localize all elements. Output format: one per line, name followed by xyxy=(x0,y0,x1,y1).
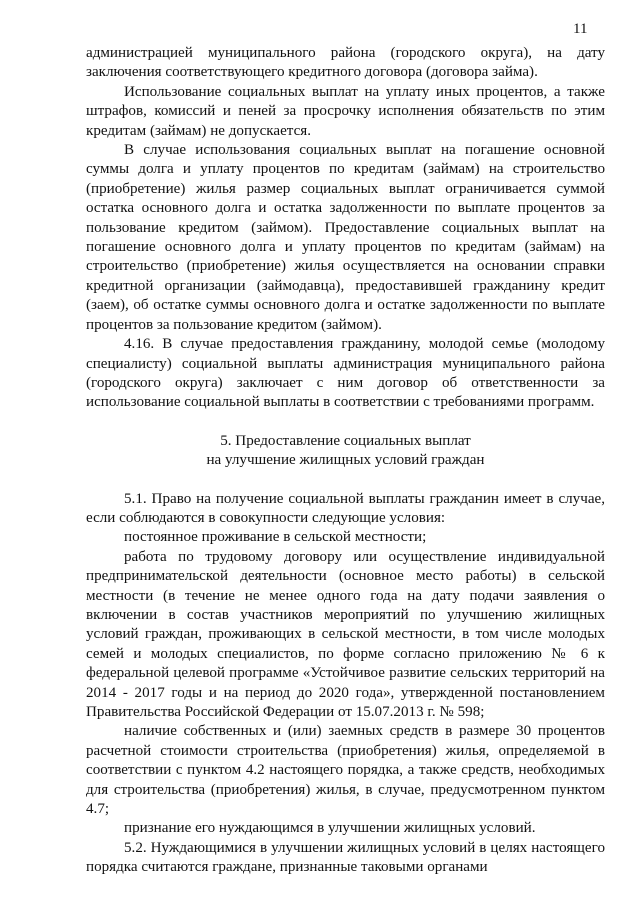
paragraph: постоянное проживание в сельской местности; xyxy=(124,529,427,546)
paragraphs-bottom xyxy=(86,490,605,878)
paragraph: Использование социальных выплат на уплату иных процентов, а также штрафов, комиссий и пеней за просрочку исполнения обязательств по этим кредитам (займам) не допускается. xyxy=(86,83,605,139)
section-heading-line-2: на улучшение жилищных условий граждан xyxy=(206,452,485,469)
document-body xyxy=(86,44,605,878)
paragraph: В случае использования социальных выплат на погашение основной суммы долга и уплату процентов по кредитам (займам) на строительство (приобретение) жилья размер социальных выплат ограничивается суммой остатка основного долга и остатка задолженности по выплате процентов за пользование кредитом (займом). Предоставление социальных выплат на погашение основного долга и уплату процентов по кредитам (займам) на строительство (приобретение) жилья осуществляется на основании справки кредитной организации (займодавца), предоставившей гражданину кредит (заем), об остатке суммы основного долга и остатке задолженности по выплате процентов за пользование кредитом (займом). xyxy=(86,142,605,333)
paragraph: 4.16. В случае предоставления гражданину, молодой семье (молодому специалисту) социальной выплаты администрация муниципального района (городского округа) заключает с ним договор об ответственности за использование социальной выплаты в соответствии с требованиями программ. xyxy=(86,336,605,411)
paragraph: 5.1. Право на получение социальной выплаты гражданин имеет в случае, если соблюдаются в совокупности следующие условия: xyxy=(86,490,605,526)
section-heading-line-1: 5. Предоставление социальных выплат xyxy=(220,432,471,449)
paragraph: работа по трудовому договору или осуществление индивидуальной предпринимательской деятельности (основное место работы) в сельской местности (в течение не менее одного года на дату подачи заявления о включении в состав участников мероприятий по улучшению жилищных условий граждан, проживающих в сельской местности, в том числе молодых семей и молодых специалистов, по форме согласно приложению № 6 к федеральной целевой программе «Устойчивое развитие сельских территорий на 2014 - 2017 годы и на период до 2020 года», утвержденной постановлением Правительства Российской Федерации от 15.07.2013 г. № 598; xyxy=(86,548,605,720)
paragraph: администрацией муниципального района (городского округа), на дату заключения соответствующего кредитного договора (договора займа). xyxy=(86,45,605,81)
page-number: 11 xyxy=(573,21,588,37)
paragraphs-top xyxy=(86,44,605,413)
paragraph: 5.2. Нуждающимися в улучшении жилищных условий в целях настоящего порядка считаются граждане, признанные таковыми органами xyxy=(86,839,605,876)
paragraph: наличие собственных и (или) заемных средств в размере 30 процентов расчетной стоимости строительства (приобретения) жилья, определяемой в соответствии с пунктом 4.2 настоящего порядка, а также средств, необходимых для строительства (приобретения) жилья, в случае, предусмотренном пунктом 4.7; xyxy=(86,723,605,818)
paragraph: признание его нуждающимся в улучшении жилищных условий. xyxy=(124,820,536,837)
section-heading xyxy=(86,432,605,471)
